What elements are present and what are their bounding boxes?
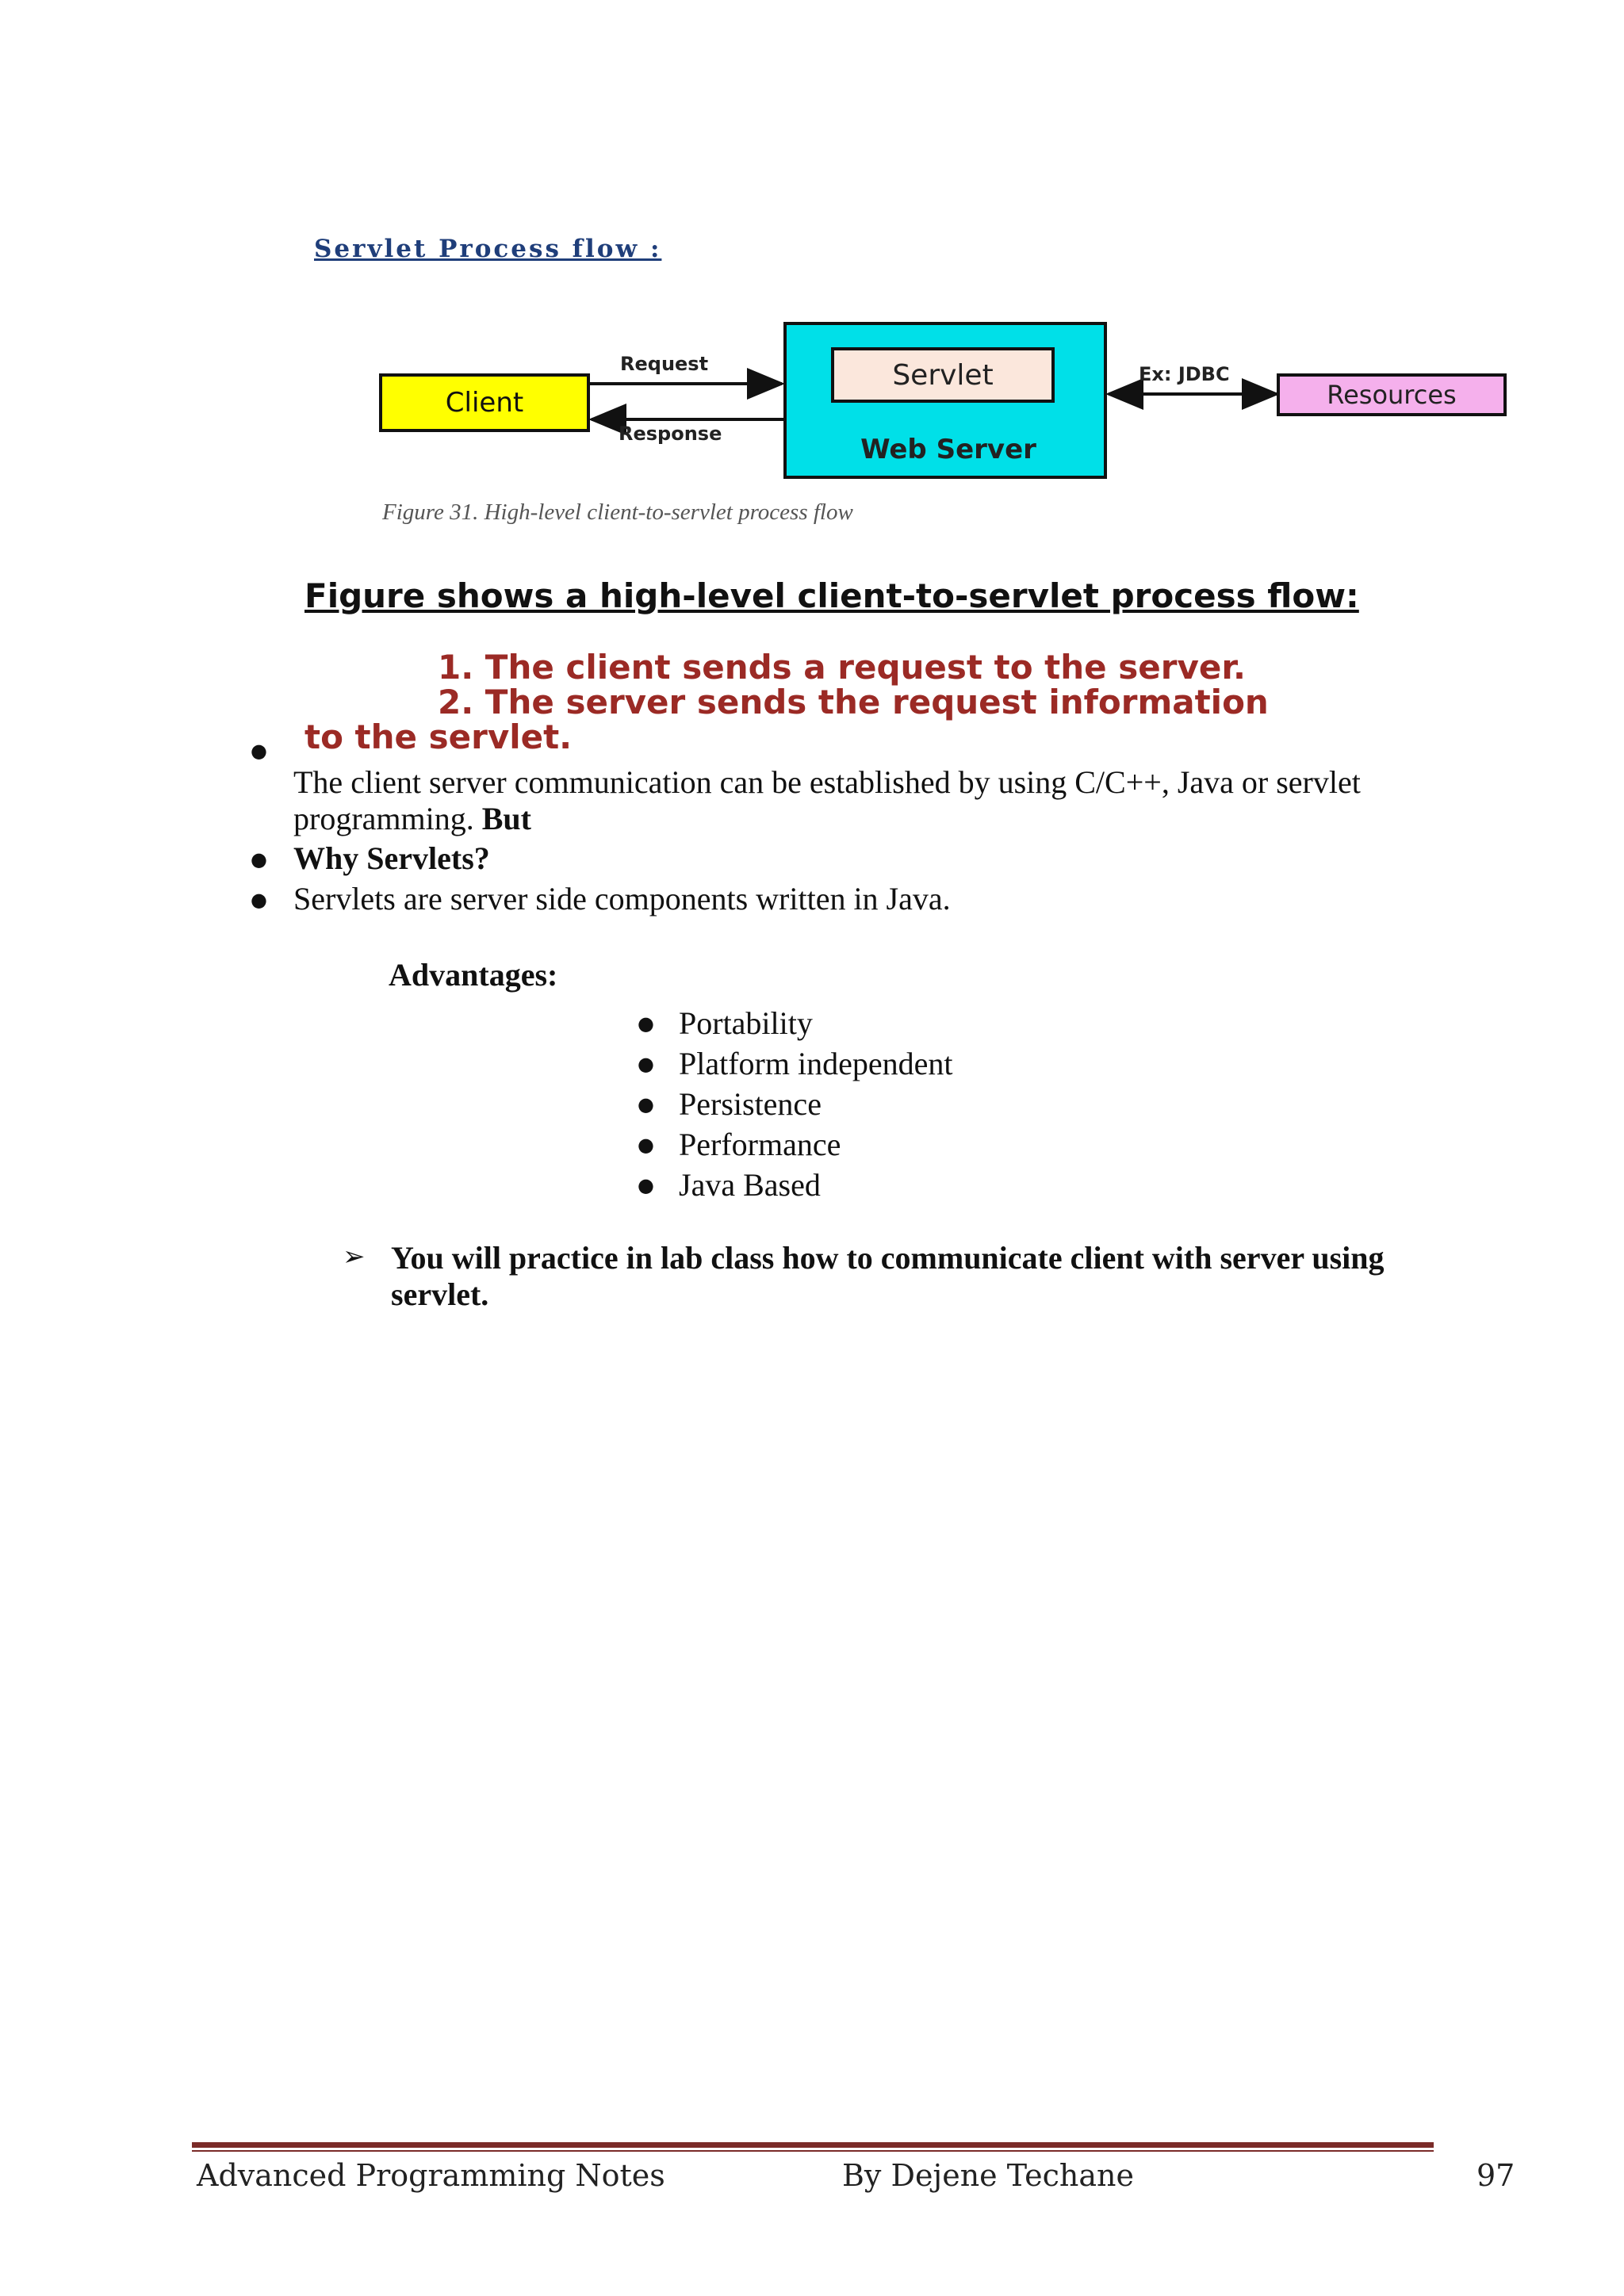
footer-rule-thin [192,2150,1434,2152]
advantage-label: Performance [679,1126,841,1162]
footer-title: Advanced Programming Notes [197,2158,665,2193]
communication-paragraph [293,764,1451,837]
advantages-list [638,1003,952,1205]
figure-title: Servlet Process flow : [314,235,662,263]
practice-note: You will practice in lab class how to communicate client with server using servlet. [391,1240,1385,1312]
response-label: Response [619,423,722,445]
advantage-label: Platform independent [679,1045,953,1081]
bullet-icon: ● [638,1012,654,1035]
list-item [638,1043,952,1084]
bullet-icon: ● [251,848,267,871]
list-item [638,1124,952,1165]
figure-caption: Figure 31. High-level client-to-servlet process flow [382,499,853,525]
bullet-icon: ● [251,740,267,762]
slide-heading: Figure shows a high-level client-to-servlet process flow: [304,576,1359,615]
communication-bold-text: But [481,801,531,836]
jdbc-label: Ex: JDBC [1139,363,1230,385]
footer-author: By Dejene Techane [842,2158,1134,2193]
advantages-heading: Advantages: [389,957,558,993]
advantage-label: Java Based [679,1166,821,1203]
bullet-icon: ● [638,1093,654,1115]
list-item [638,1084,952,1124]
resources-label: Resources [1327,380,1457,410]
servlet-flow-diagram [373,313,1515,492]
advantage-label: Persistence [679,1085,822,1122]
client-label: Client [445,387,524,419]
advantage-label: Portability [679,1004,813,1041]
slide-step-1: 1. The client sends a request to the server. [438,648,1246,687]
servlet-definition: Servlets are server side components written in Java. [293,881,951,916]
web-server-label: Web Server [860,434,1036,465]
list-item [638,1165,952,1205]
servlet-label: Servlet [892,359,994,392]
bullet-icon: ● [638,1052,654,1075]
why-servlets-heading: Why Servlets? [293,840,490,876]
bullet-icon: ● [638,1133,654,1156]
communication-text: The client server communication can be established by using C/C++, Java or servlet programming. [293,764,1361,836]
bullet-icon: ● [638,1173,654,1196]
page-number: 97 [1477,2158,1515,2193]
bullet-icon: ● [251,889,267,911]
slide-step-2-continued: to the servlet. [304,718,573,756]
request-label: Request [620,353,709,375]
list-item [638,1003,952,1043]
slide-step-2: 2. The server sends the request information [438,683,1269,721]
footer-rule [192,2142,1434,2148]
arrow-bullet-icon: ➢ [343,1241,366,1272]
